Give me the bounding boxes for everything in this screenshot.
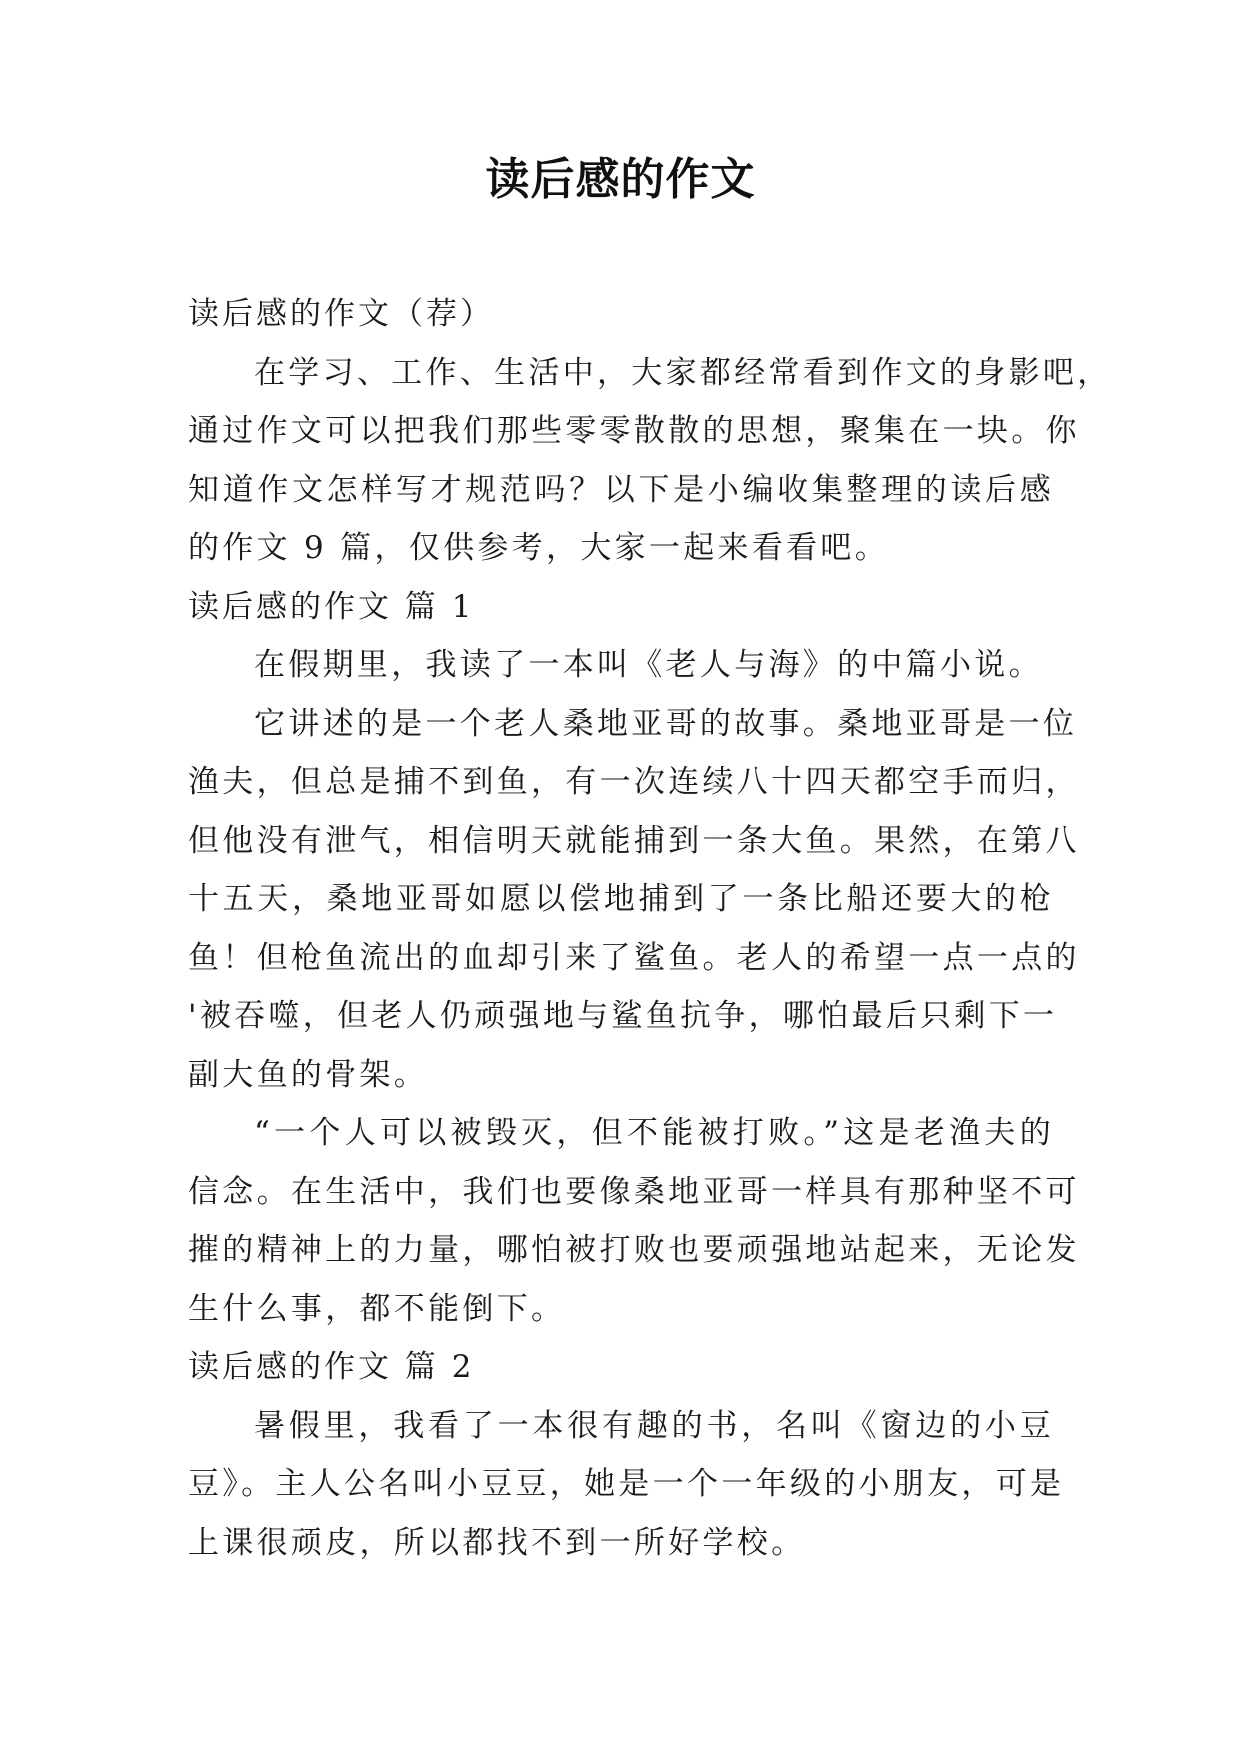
paragraph-line: 但他没有泄气，相信明天就能捕到一条大鱼。果然，在第八 (188, 822, 1080, 859)
paragraph-line: 豆》。主人公名叫小豆豆，她是一个一年级的小朋友，可是 (188, 1466, 1065, 1502)
section-heading: 读后感的作文（荐） (188, 296, 494, 332)
paragraph-line: 十五天，桑地亚哥如愿以偿地捕到了一条比船还要大的枪 (188, 881, 1054, 917)
paragraph-line: 鱼！但枪鱼流出的血却引来了鲨鱼。老人的希望一点一点的 (188, 939, 1080, 976)
section-heading: 读后感的作文 篇 2 (188, 1349, 475, 1385)
paragraph-line: 暑假里，我看了一本很有趣的书，名叫《窗边的小豆 (254, 1407, 1054, 1444)
paragraph-line: 在学习、工作、生活中，大家都经常看到作文的身影吧， (254, 354, 1112, 391)
paragraph-line: “一个人可以被毁灭，但不能被打败。”这是老渔夫的 (254, 1115, 1054, 1151)
paragraph-line: 渔夫，但总是捕不到鱼，有一次连续八十四天都空手而归， (188, 764, 1080, 800)
paragraph-line: '被吞噬，但老人仍顽强地与鲨鱼抗争，哪怕最后只剩下一 (188, 998, 1058, 1034)
paragraph-line: 摧的精神上的力量，哪怕被打败也要顽强地站起来，无论发 (188, 1232, 1080, 1268)
paragraph-line: 的作文 9 篇，仅供参考，大家一起来看看吧。 (188, 530, 890, 566)
document-body (188, 285, 1112, 1572)
paragraph-line: 通过作文可以把我们那些零零散散的思想，聚集在一块。你 (188, 413, 1080, 449)
paragraph-line: 它讲述的是一个老人桑地亚哥的故事。桑地亚哥是一位 (254, 705, 1078, 742)
paragraph-line: 上课很顽皮，所以都找不到一所好学校。 (188, 1524, 806, 1561)
paragraph-line: 信念。在生活中，我们也要像桑地亚哥一样具有那种坚不可 (188, 1173, 1080, 1210)
document-title: 读后感的作文 (485, 154, 756, 205)
section-heading: 读后感的作文 篇 1 (188, 588, 475, 625)
paragraph-line: 在假期里，我读了一本叫《老人与海》的中篇小说。 (254, 647, 1043, 683)
paragraph-line: 生什么事，都不能倒下。 (188, 1290, 566, 1327)
paragraph-line: 知道作文怎样写才规范吗？以下是小编收集整理的读后感 (188, 471, 1054, 508)
paragraph-line: 副大鱼的骨架。 (188, 1056, 429, 1093)
